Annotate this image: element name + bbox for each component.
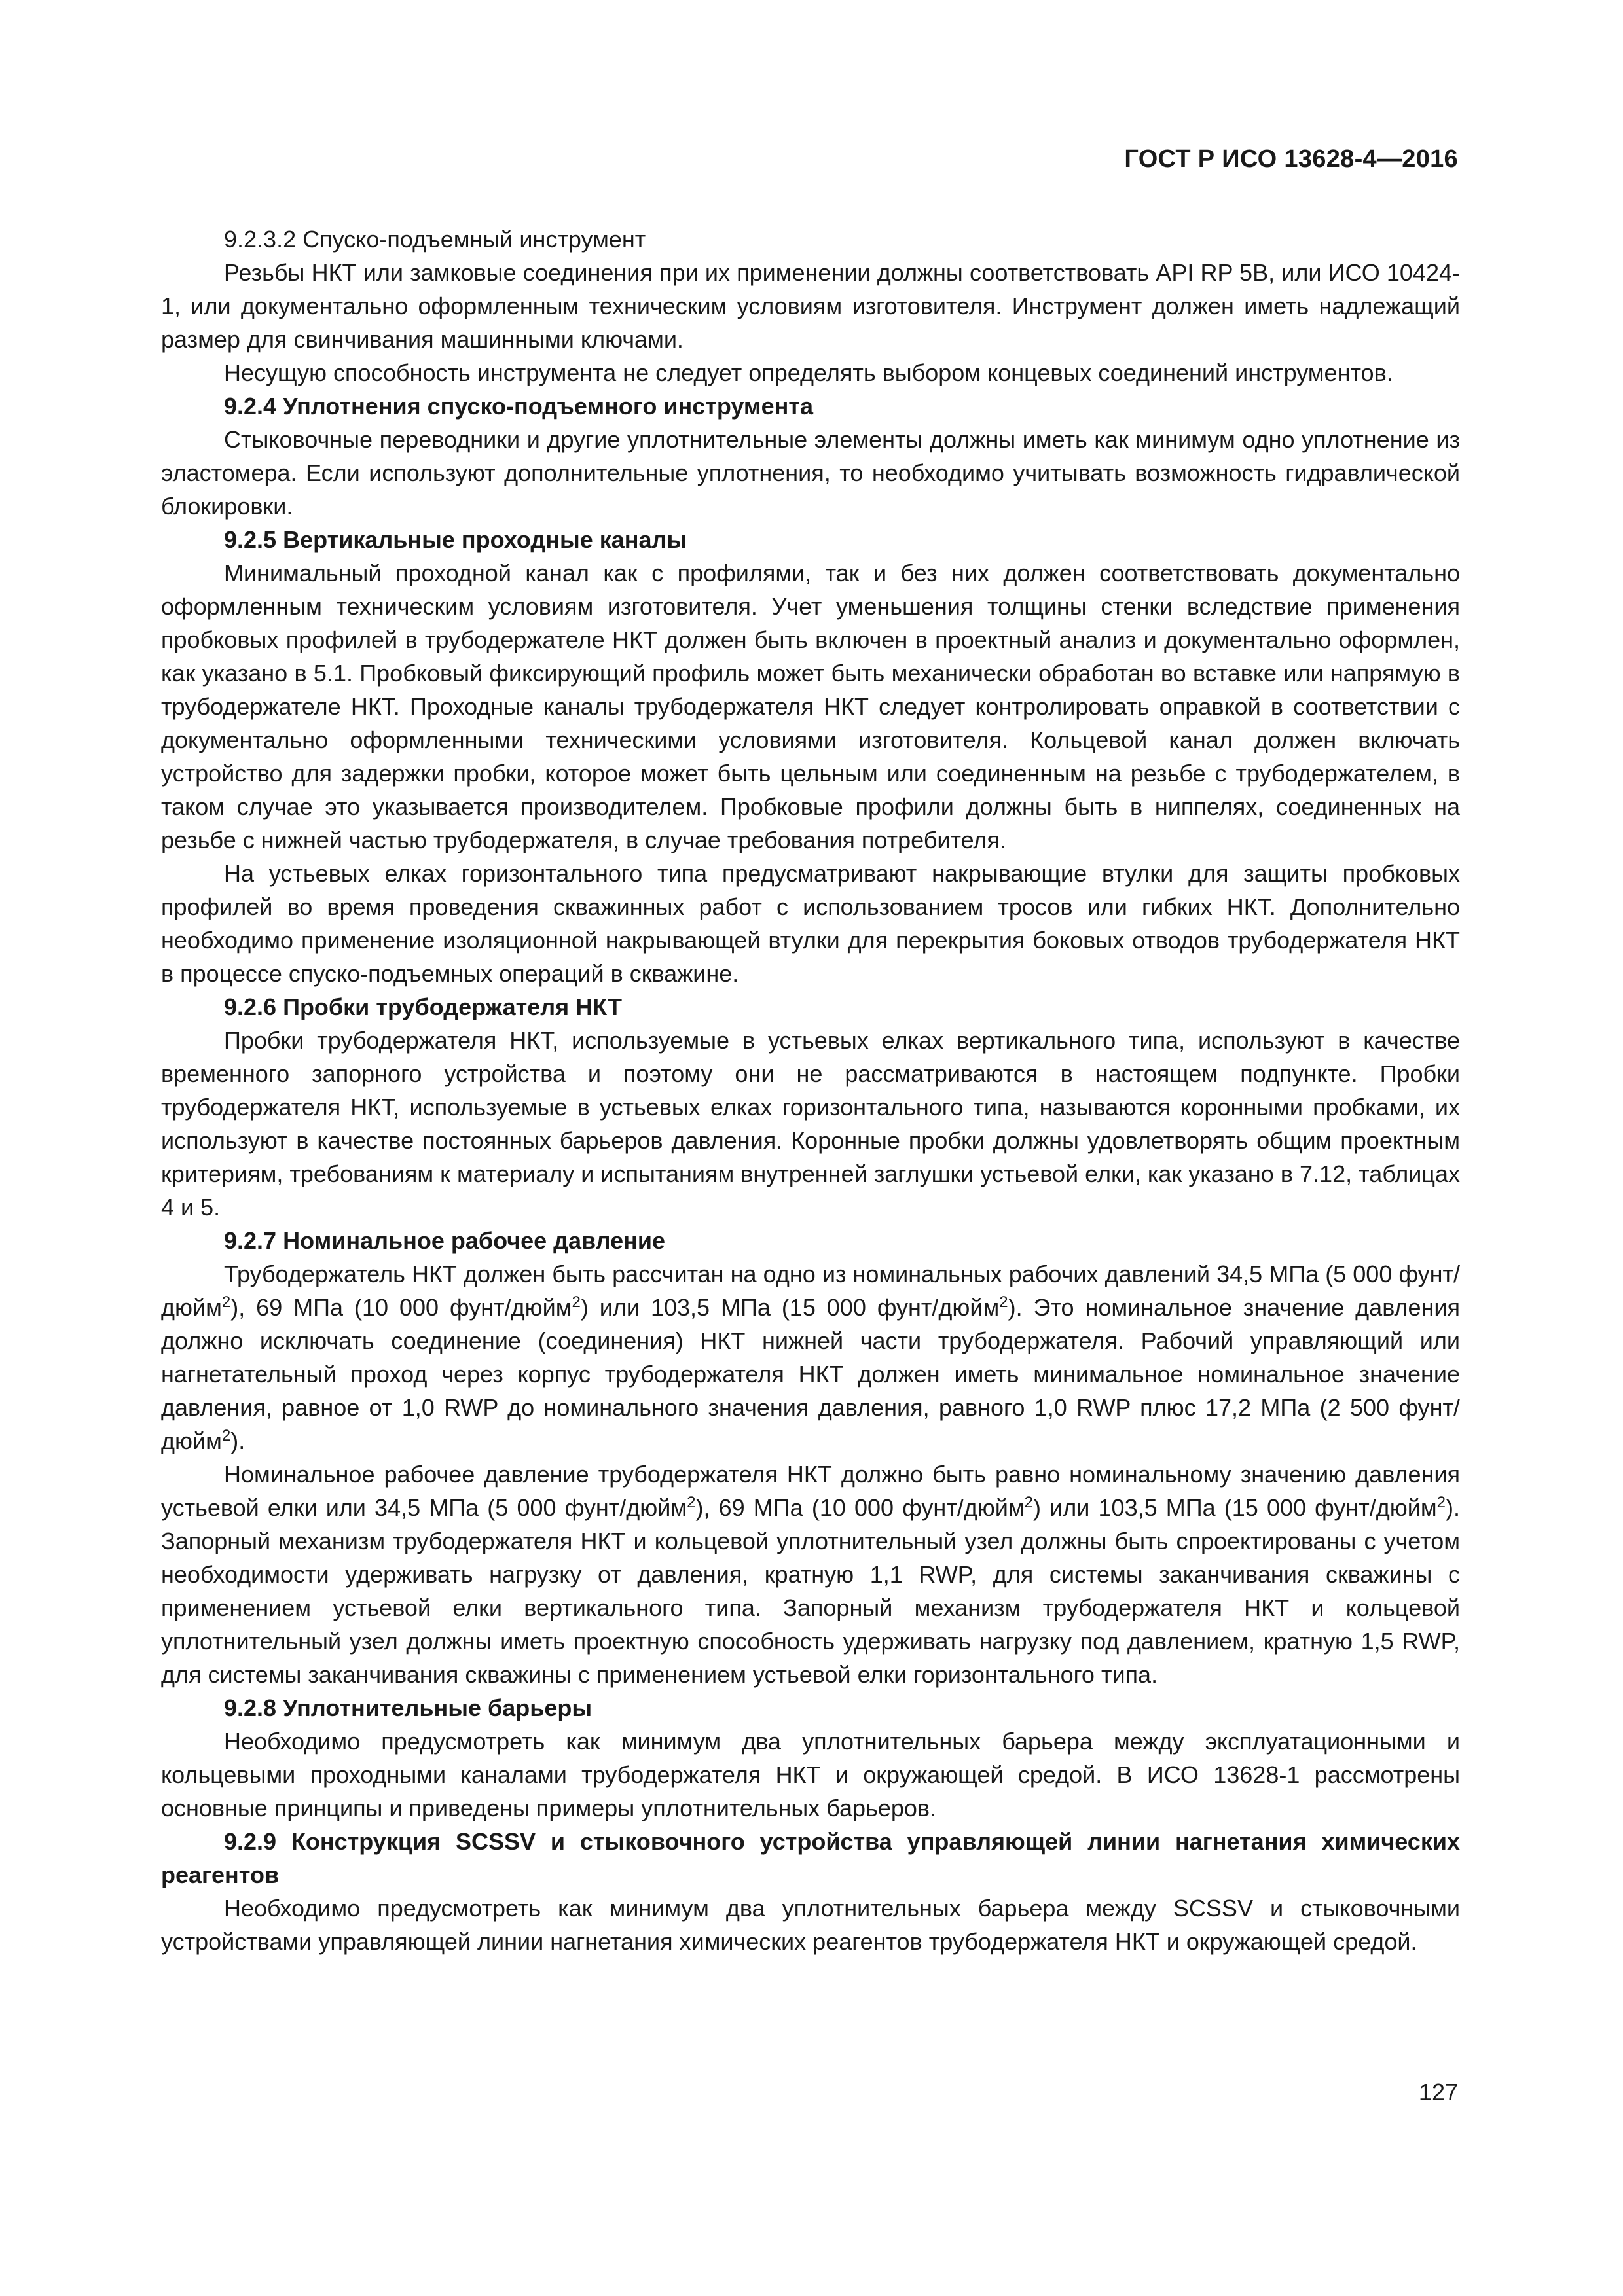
section-heading-9-2-7: 9.2.7 Номинальное рабочее давление — [224, 1227, 665, 1254]
paragraph: Пробки трубодержателя НКТ, используемые в устьевых елках вертикального типа, используют в качестве временного запорного устройства и поэтому они не рассматриваются в настоящем подпункте. Пробки трубодержателя НКТ, используемые в устьевых елках горизонтального типа, называются коронными пробками, их используют в качестве постоянных барьеров давления. Коронные пробки должны удовлетворять общим проектным критериям, требованиям к материалу и испытаниям внутренней заглушки устьевой елки, как указано в 7.12, таблицах 4 и 5. — [161, 1027, 1460, 1221]
paragraph: Необходимо предусмотреть как минимум два уплотнительных барьера между SCSSV и стыковочными устройствами управляющей линии нагнетания химических реагентов трубодержателя НКТ и окружающей средой. — [161, 1895, 1460, 1955]
section-heading-9-2-6: 9.2.6 Пробки трубодержателя НКТ — [224, 994, 622, 1020]
paragraph: Номинальное рабочее давление трубодержателя НКТ должно быть равно номинальному значению давления устьевой елки или 34,5 МПа (5 000 фунт/дюйм$^2$), 69 МПа (10 000 фунт/дюйм$^2$) или 103,5 МПа (15 000 фунт/дюйм$^2$). Запорный механизм трубодержателя НКТ и кольцевой уплотнительный узел должны быть спроектированы с учетом необходимости удерживать нагрузку от давления, кратную 1,1 RWP, для системы заканчивания скважины с применением устьевой елки вертикального типа. Запорный механизм трубодержателя НКТ и кольцевой уплотнительный узел должны иметь проектную способность удерживать нагрузку под давлением, кратную 1,5 RWP, для системы заканчивания скважины с применением устьевой елки горизонтального типа. — [161, 1461, 1460, 1688]
section-heading-9-2-9: 9.2.9 Конструкция SCSSV и стыковочного устройства управляющей линии нагнетания химических реагентов — [161, 1828, 1460, 1888]
section-heading-9-2-5: 9.2.5 Вертикальные проходные каналы — [224, 526, 687, 553]
paragraph: На устьевых елках горизонтального типа предусматривают накрывающие втулки для защиты пробковых профилей во время проведения скважинных работ с использованием тросов или гибких НКТ. Дополнительно необходимо применение изоляционной накрывающей втулки для перекрытия боковых отводов трубодержателя НКТ в процессе спуско-подъемных операций в скважине. — [161, 860, 1460, 987]
subsection-title-9-2-3-2: 9.2.3.2 Спуско-подъемный инструмент — [224, 226, 646, 253]
paragraph: Стыковочные переводники и другие уплотнительные элементы должны иметь как минимум одно уплотнение из эластомера. Если используют дополнительные уплотнения, то необходимо учитывать возможность гидравлической блокировки. — [161, 426, 1460, 520]
paragraph: Необходимо предусмотреть как минимум два уплотнительных барьера между эксплуатационными и кольцевыми проходными каналами трубодержателя НКТ и окружающей средой. В ИСО 13628-1 рассмотрены основные принципы и приведены примеры уплотнительных барьеров. — [161, 1728, 1460, 1821]
paragraph: Трубодержатель НКТ должен быть рассчитан на одно из номинальных рабочих давлений 34,5 МПа (5 000 фунт/дюйм$^2$), 69 МПа (10 000 фунт/дюйм$^2$) или 103,5 МПа (15 000 фунт/дюйм$^2$). Это номинальное значение давления должно исключать соединение (соединения) НКТ нижней части трубодержателя. Рабочий управляющий или нагнетательный проход через корпус трубодержателя НКТ должен иметь минимальное номинальное значение давления, равное от 1,0 RWP до номинального значения давления, равного 1,0 RWP плюс 17,2 МПа (2 500 фунт/дюйм$^2$). — [161, 1261, 1461, 1454]
document-header: ГОСТ Р ИСО 13628-4—2016 — [1124, 145, 1458, 173]
page-number: 127 — [1418, 2079, 1458, 2106]
section-heading-9-2-4: 9.2.4 Уплотнения спуско-подъемного инструмента — [224, 393, 813, 420]
paragraph: Резьбы НКТ или замковые соединения при их применении должны соответствовать API RP 5B, или ИСО 10424-1, или документально оформленным техническим условиям изготовителя. Инструмент должен иметь надлежащий размер для свинчивания машинными ключами. — [161, 259, 1460, 353]
paragraph: Минимальный проходной канал как с профилями, так и без них должен соответствовать документально оформленным техническим условиям изготовителя. Учет уменьшения толщины стенки вследствие применения пробковых профилей в трубодержателе НКТ должен быть включен в проектный анализ и документально оформлен, как указано в 5.1. Пробковый фиксирующий профиль может быть механически обработан во вставке или напрямую в трубодержателе НКТ. Проходные каналы трубодержателя НКТ следует контролировать оправкой в соответствии с документально оформленными техническими условиями изготовителя. Кольцевой канал должен включать устройство для задержки пробки, которое может быть цельным или соединенным на резьбе с трубодержателем, в таком случае это указывается производителем. Пробковые профили должны быть в ниппелях, соединенных на резьбе с нижней частью трубодержателя, в случае требования потребителя. — [161, 560, 1460, 853]
section-heading-9-2-8: 9.2.8 Уплотнительные барьеры — [224, 1695, 593, 1721]
document-body — [161, 223, 1460, 1958]
paragraph: Несущую способность инструмента не следует определять выбором концевых соединений инструментов. — [224, 359, 1393, 386]
